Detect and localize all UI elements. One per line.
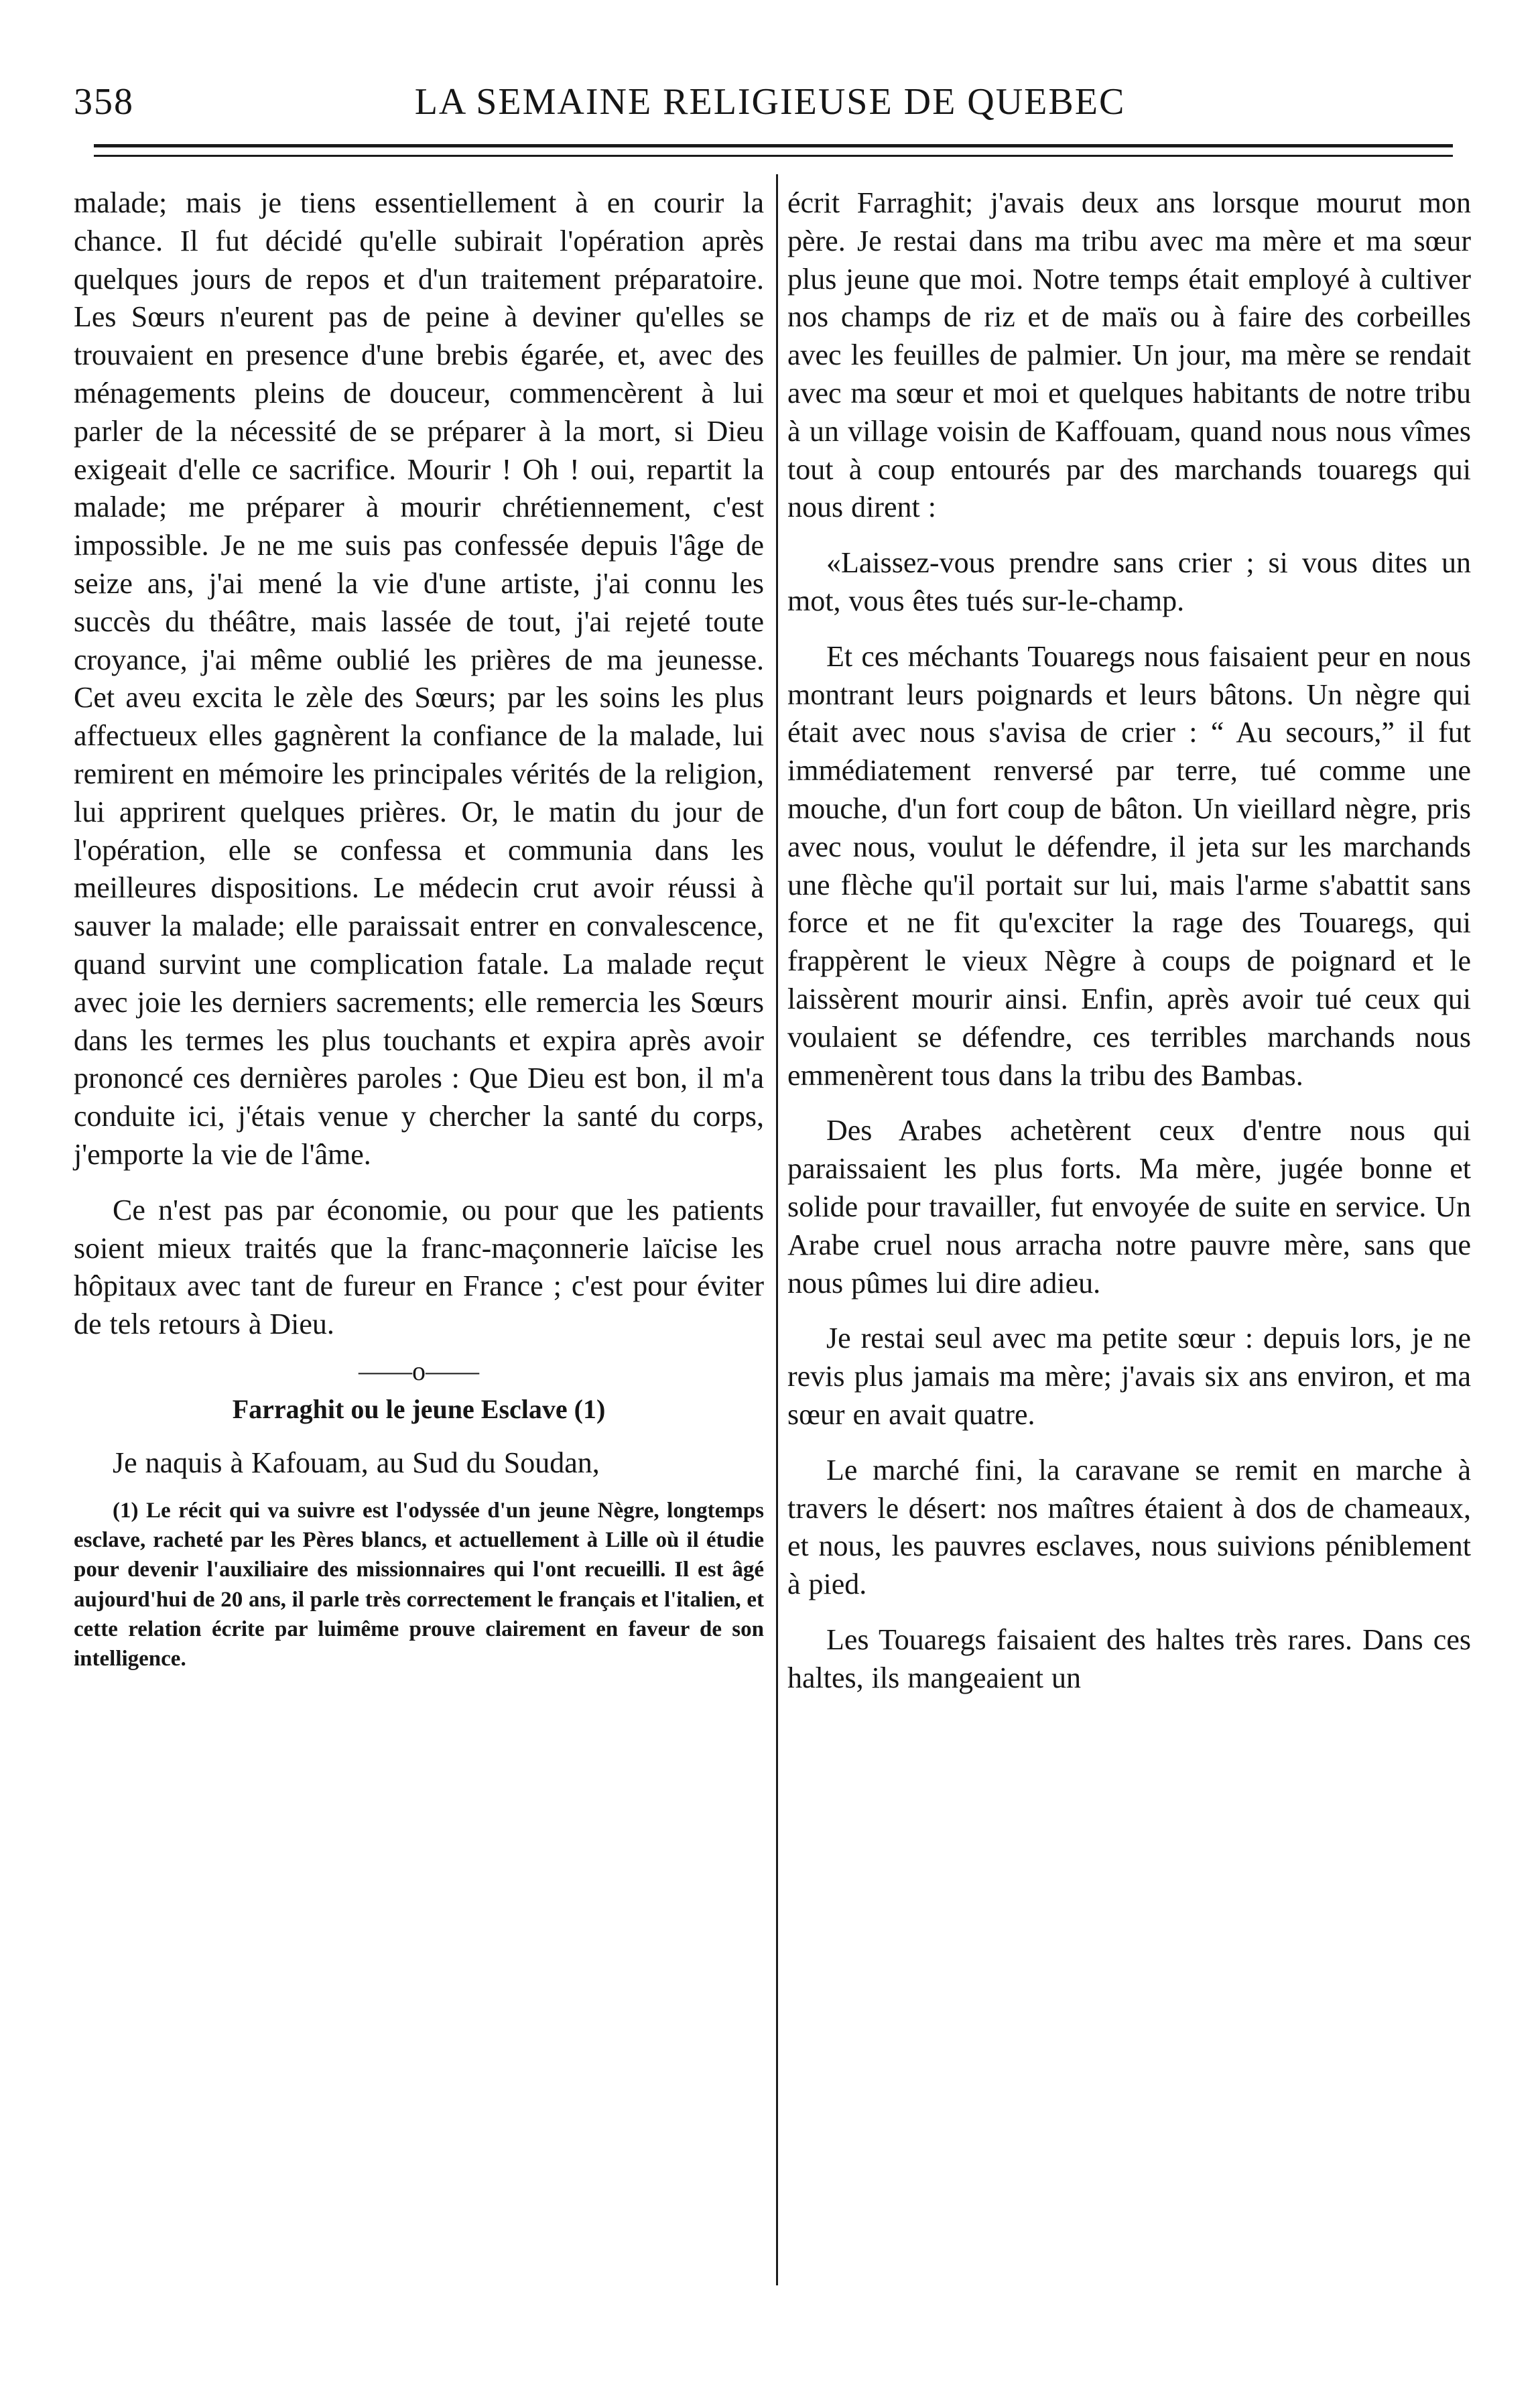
article-paragraph: «Laissez-vous prendre sans crier ; si vous dites un mot, vous êtes tués sur-le-champ. bbox=[787, 546, 1471, 617]
article-paragraph: Des Arabes achetèrent ceux d'entre nous qui paraissaient les plus forts. Ma mère, jugée bonne et solide pour travailler, fut envoyée de suite en service. Un Arabe cruel nous arracha notre pauvre mère, sans que nous pûmes lui dire adieu. bbox=[787, 1114, 1471, 1300]
article-paragraph: Le marché fini, la caravane se remit en marche à travers le désert: nos maîtres étaient à dos de chameaux, et nous, les pauvres esclaves, nous suivions péniblement à pied. bbox=[787, 1453, 1471, 1601]
article-paragraph: Je restai seul avec ma petite sœur : depuis lors, je ne revis plus jamais ma mère; j'avais six ans environ, et ma sœur en avait quatre. bbox=[787, 1322, 1471, 1431]
footnote: (1) Le récit qui va suivre est l'odyssée d'un jeune Nègre, longtemps esclave, racheté par les Pères blancs, et actuellement à Lille où il étudie pour devenir l'auxiliaire des missionnaires qui l'ont recueilli. Il est âgé aujourd'hui de 20 ans, il parle très correctement le français et l'italien, et cette relation écrite par luimême prouve clairement en faveur de son intelligence. bbox=[74, 1498, 764, 1671]
article-paragraph: Et ces méchants Touaregs nous faisaient peur en nous montrant leurs poignards et leurs bâtons. Un nègre qui était avec nous s'avisa de crier : “ Au secours,” il fut immédiatement renversé par terre, tué comme une mouche, d'un fort coup de bâton. Un vieillard nègre, pris avec nous, voulut le défendre, il jeta sur les marchands une flèche qu'il portait sur lui, mais l'arme s'abattit sans force et ne fit qu'exciter la rage des Touaregs, qui frappèrent le vieux Nègre à coups de poignard et le laissèrent mourir ainsi. Enfin, après avoir tué ceux qui voulaient se défendre, ces terribles marchands nous emmenèrent tous dans la tribu des Bambas. bbox=[787, 639, 1471, 1092]
right-column bbox=[787, 184, 1471, 1697]
article-paragraph: écrit Farraghit; j'avais deux ans lorsque mourut mon père. Je restai dans ma tribu avec ma mère et ma sœur plus jeune que moi. Notre temps était employé à cultiver nos champs de riz et de maïs ou à faire des corbeilles avec les feuilles de palmier. Un jour, ma mère se rendait avec ma sœur et moi et quelques habitants de notre tribu à un village voisin de Kaffouam, quand nous nous vîmes tout à coup entourés par des marchands touaregs qui nous dirent : bbox=[787, 186, 1471, 524]
article-paragraph: Les Touaregs faisaient des haltes très rares. Dans ces haltes, ils mangeaient un bbox=[787, 1623, 1471, 1694]
page-header bbox=[74, 80, 1466, 134]
section-opening-line: Je naquis à Kafouam, au Sud du Soudan, bbox=[113, 1446, 600, 1479]
section-heading: Farraghit ou le jeune Esclave (1) bbox=[232, 1393, 606, 1424]
article-paragraph: malade; mais je tiens essentiellement à en courir la chance. Il fut décidé qu'elle subirait l'opération après quelques jours de repos et d'un traitement préparatoire. Les Sœurs n'eurent pas de peine à deviner qu'elles se trouvaient en presence d'une brebis égarée, et, avec des ménagements pleins de douceur, commencèrent à lui parler de la nécessité de se préparer à la mort, si Dieu exigeait d'elle ce sacrifice. Mourir ! Oh ! oui, repartit la malade; me préparer à mourir chrétiennement, c'est impossible. Je ne me suis pas confessée depuis l'âge de seize ans, j'ai mené la vie d'une artiste, j'ai connu les succès du théâtre, mais lassée de tout, j'ai rejeté toute croyance, j'ai même oublié les prières de ma jeunesse. Cet aveu excita le zèle des Sœurs; par les soins les plus affectueux elles gagnèrent la confiance de la malade, lui remirent en mémoire les principales vérités de la religion, lui apprirent quelques prières. Or, le matin du jour de l'opération, elle se confessa et communia dans les meilleures dispositions. Le médecin crut avoir réussi à sauver la malade; elle paraissait entrer en convalescence, quand survint une complication fatale. La malade reçut avec joie les derniers sacrements; elle remercia les Sœurs dans les termes les plus touchants et expira après avoir prononcé ces dernières paroles : Que Dieu est bon, il m'a conduite ici, j'étais venue y chercher la santé du corps, j'emporte la vie de l'âme. bbox=[74, 186, 764, 1171]
section-separator: ——o—— bbox=[359, 1355, 479, 1386]
article-paragraph: Ce n'est pas par économie, ou pour que les patients soient mieux traités que la franc-maçonnerie laïcise les hôpitaux avec tant de fureur en France ; c'est pour éviter de tels retours à Dieu. bbox=[74, 1193, 764, 1341]
page-number: 358 bbox=[74, 81, 134, 123]
left-column bbox=[74, 184, 764, 1673]
header-rule-thick bbox=[94, 144, 1453, 147]
column-divider bbox=[776, 174, 778, 2285]
running-title: LA SEMAINE RELIGIEUSE DE QUEBEC bbox=[414, 81, 1126, 123]
header-rule-thin bbox=[94, 155, 1453, 157]
